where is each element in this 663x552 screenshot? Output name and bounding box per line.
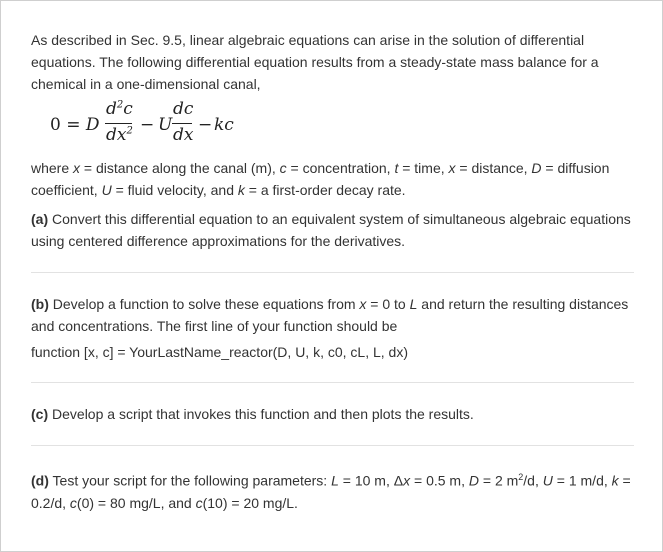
eq-kc: kc xyxy=(214,115,234,135)
eq-frac2-numerator: dc xyxy=(173,99,194,119)
eq-minus-2: − xyxy=(198,115,213,135)
part-c-label: (c) xyxy=(31,406,49,422)
divider-1 xyxy=(31,272,634,273)
part-c-paragraph: (c) Develop a script that invokes this function and then plots the results. xyxy=(31,406,474,422)
divider-3 xyxy=(31,445,634,446)
definitions-paragraph: where x = distance along the canal (m), c = concentration, t = time, x = distance, D = diffusion coefficient, U = fluid velocity, and k = a first-order decay rate. xyxy=(31,160,610,198)
eq-frac2-bar xyxy=(172,123,192,124)
eq-lhs: 0 = D xyxy=(50,115,100,135)
function-signature: function [x, c] = YourLastName_reactor(D, U, k, c0, cL, L, dx) xyxy=(31,344,409,360)
part-d-label: (d) xyxy=(31,472,49,489)
part-d-paragraph: (d) Test your script for the following parameters: L = 10 m, Δx = 0.5 m, D = 2 $m^2/d$, U = 1 m/d, k = 0.2/d, c(0) = 80 mg/L, and c(10) = 20 mg/L. xyxy=(31,472,631,511)
eq-U: U xyxy=(158,115,173,135)
eq-minus-1: − xyxy=(140,115,155,135)
part-a-label: (a) xyxy=(31,211,49,227)
eq-frac1-denominator: $dx^2$ xyxy=(106,125,133,145)
eq-frac1-bar xyxy=(105,123,132,124)
differential-equation xyxy=(31,101,634,153)
intro-paragraph: As described in Sec. 9.5, linear algebraic equations can arise in the solution of differential equations. The following differential equation results from a steady-state mass balance for a chemical in a one-dimensional canal, xyxy=(31,32,599,92)
eq-frac1-numerator: $d^2c$ xyxy=(106,99,133,119)
divider-2 xyxy=(31,382,634,383)
part-b-label: (b) xyxy=(31,296,49,312)
eq-frac2-denominator: dx xyxy=(173,125,194,145)
problem-content xyxy=(31,29,634,514)
part-a-paragraph: (a) Convert this differential equation to an equivalent system of simultaneous algebraic equations using centered difference approximations for the derivatives. xyxy=(31,211,631,249)
part-b-paragraph: (b) Develop a function to solve these equations from x = 0 to L and return the resulting distances and concentrations. The first line of your function should be xyxy=(31,296,629,334)
